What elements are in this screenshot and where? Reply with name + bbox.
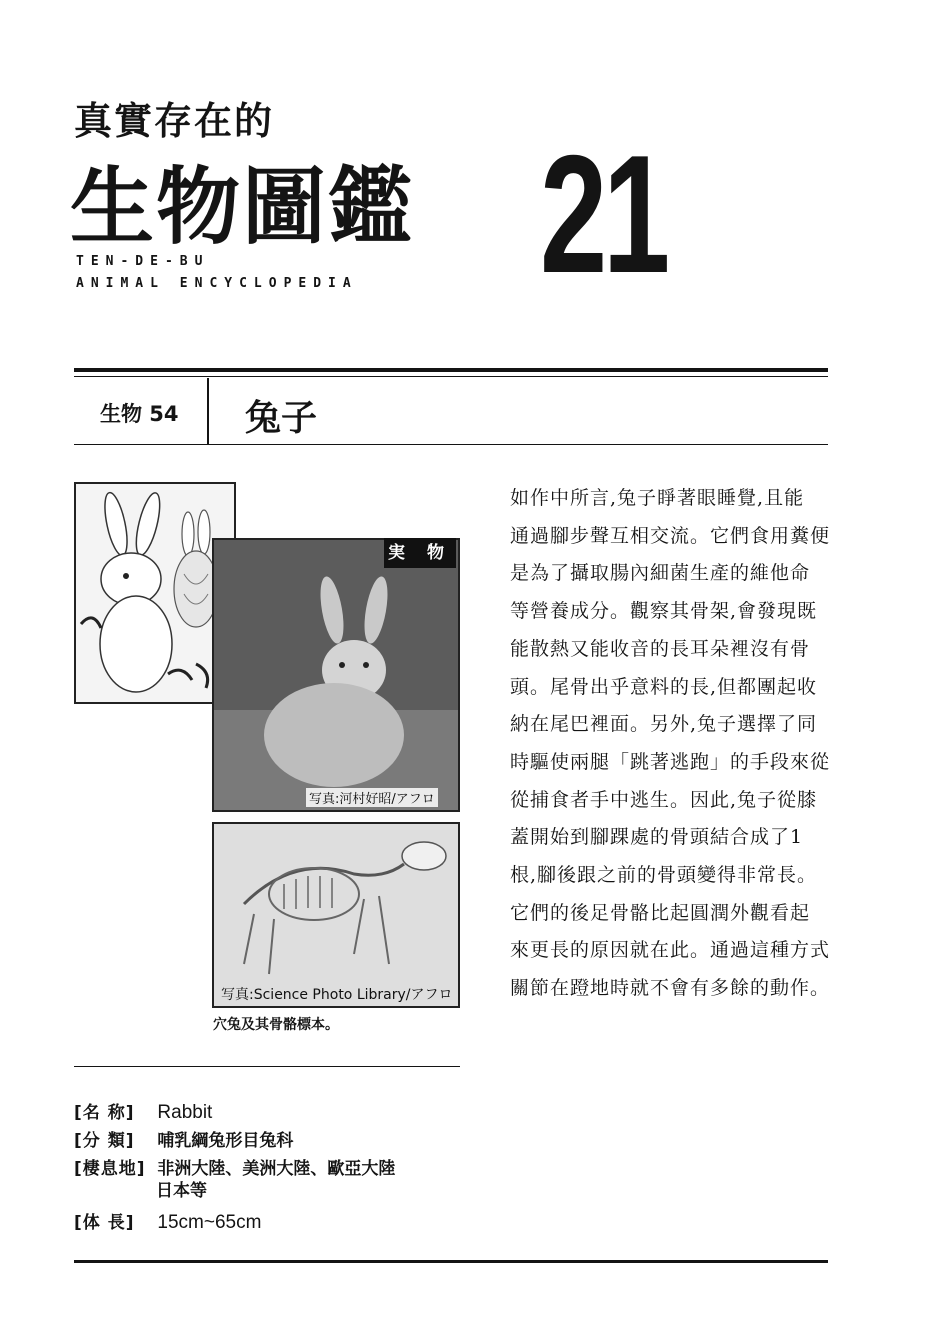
info-length-row — [74, 1208, 261, 1234]
info-name-label: [名 称] — [74, 1103, 135, 1123]
body-line: 頭。尾骨出乎意料的長,但都團起收 — [510, 675, 818, 698]
body-line: 來更長的原因就在此。通過這種方式 — [510, 939, 831, 962]
info-habitat-value: 非洲大陸、美洲大陸、歐亞大陸 — [157, 1159, 396, 1179]
info-class-row — [74, 1126, 293, 1151]
english-subtitle-2: ANIMAL ENCYCLOPEDIA — [76, 276, 358, 291]
header-bottom-rule — [74, 444, 828, 445]
body-line: 通過腳步聲互相交流。它們食用糞便 — [510, 524, 831, 547]
info-name-value: Rabbit — [157, 1102, 213, 1123]
photo-credit: 写真:河村好昭/アフロ — [306, 788, 438, 807]
info-habitat-label: [棲息地] — [74, 1159, 146, 1179]
body-line: 從捕食者手中逃生。因此,兔子從膝 — [510, 788, 818, 811]
body-line: 它們的後足骨骼比起圓潤外觀看起 — [510, 901, 811, 924]
entry-name: 兔子 — [245, 398, 318, 439]
body-line: 蓋開始到腳踝處的骨頭結合成了1 — [510, 826, 804, 849]
body-line: 如作中所言,兔子睜著眼睡覺,且能 — [510, 487, 805, 509]
rabbit-photo-icon — [214, 540, 458, 810]
info-habitat-row — [74, 1154, 395, 1179]
entry-label: 生物 54 — [100, 402, 179, 426]
body-text — [510, 480, 840, 1008]
info-top-rule — [74, 1066, 460, 1067]
body-line: 納在尾巴裡面。另外,兔子選擇了同 — [510, 713, 818, 736]
top-rule-thin — [74, 376, 828, 377]
volume-number: 21 — [540, 120, 666, 308]
body-line: 等營養成分。觀察其骨架,會發現既 — [510, 600, 818, 623]
english-subtitle-1: TEN-DE-BU — [76, 254, 210, 269]
body-line: 時驅使兩腿「跳著逃跑」的手段來從 — [510, 750, 831, 773]
info-class-value: 哺乳綱兔形目兔科 — [157, 1131, 294, 1151]
bottom-rule — [74, 1260, 828, 1263]
header-divider — [207, 378, 209, 444]
skeleton-icon — [214, 824, 458, 1006]
image-caption: 穴兔及其骨骼標本。 — [213, 1017, 339, 1033]
main-title: 生物圖鑑 — [70, 158, 415, 256]
skeleton-credit: 写真:Science Photo Library/アフロ — [221, 987, 453, 1003]
rabbit-photo — [212, 538, 460, 812]
body-line: 關節在蹬地時就不會有多餘的動作。 — [510, 977, 831, 1000]
top-rule-thick — [74, 368, 828, 372]
skeleton-photo — [212, 822, 460, 1008]
info-length-label: [体 長] — [74, 1213, 135, 1233]
info-length-value: 15cm~65cm — [157, 1212, 262, 1233]
info-class-label: [分 類] — [74, 1131, 135, 1151]
body-line: 根,腳後跟之前的骨頭變得非常長。 — [510, 864, 818, 887]
info-habitat-value-2: 日本等 — [156, 1181, 207, 1201]
body-line: 是為了攝取腸內細菌生產的維他命 — [510, 562, 811, 585]
rabbit-drawing-icon — [76, 484, 234, 702]
body-line: 能散熱又能收音的長耳朵裡沒有骨 — [510, 637, 811, 660]
real-photo-badge: 実 物 — [384, 538, 456, 568]
series-title: 真實存在的 — [74, 99, 275, 143]
info-name-row — [74, 1098, 212, 1124]
